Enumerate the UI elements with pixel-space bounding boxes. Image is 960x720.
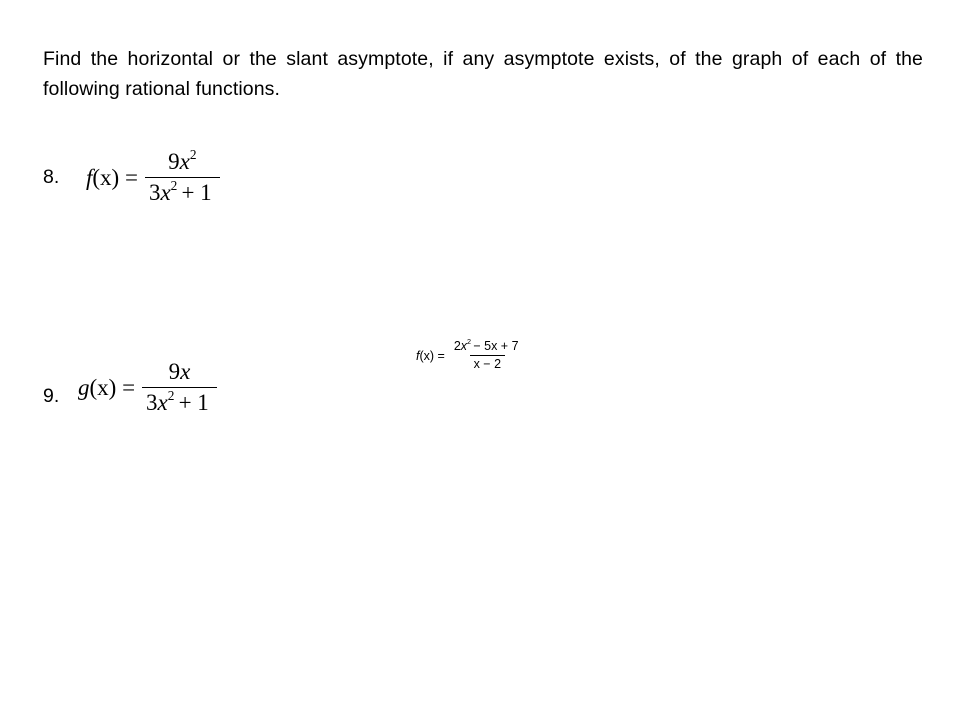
equation-lhs: g(x) = <box>78 374 136 400</box>
equation-problem-8 <box>86 147 220 206</box>
problem-number-8: 8. <box>43 166 60 188</box>
equation-problem-9 <box>78 360 217 415</box>
fraction-denominator: $3x^2 + 1$ <box>142 387 217 415</box>
fraction-denominator: $3x^2 + 1$ <box>145 177 220 205</box>
fraction-numerator: $2x^2 - 5x + 7$ <box>453 337 519 353</box>
fraction <box>450 337 525 372</box>
fraction <box>142 360 217 415</box>
fraction-numerator: $9x^2$ <box>168 147 197 174</box>
fraction-denominator: x − 2 <box>470 355 505 371</box>
instructions-text: Find the horizontal or the slant asymptote, if any asymptote exists, of the graph of each of the following rational functions. <box>43 48 923 100</box>
equation-lhs: f(x) = <box>86 164 138 190</box>
inset-equation <box>416 337 525 372</box>
problem-number-9: 9. <box>43 385 60 407</box>
fraction-numerator: 9x <box>168 359 191 384</box>
equation-lhs: f(x) = <box>416 348 445 363</box>
fraction <box>145 147 220 206</box>
